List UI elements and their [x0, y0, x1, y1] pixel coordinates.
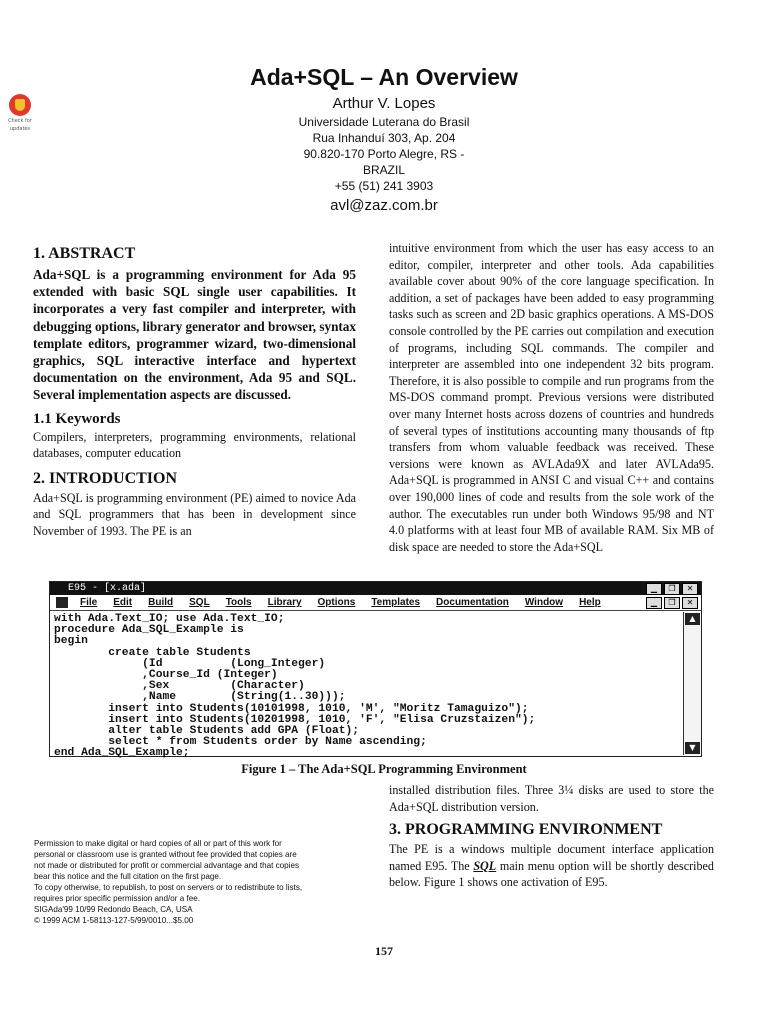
code-editor[interactable] — [50, 612, 682, 760]
menu-file[interactable]: File — [80, 597, 98, 608]
permission-notice — [34, 838, 364, 926]
code-line: insert into Students(10101998, 1010, 'M', "Moritz Tamaguizo"); — [54, 702, 529, 715]
permission-line: bear this notice and the full citation on the first page. — [34, 872, 222, 881]
introduction-text: Ada+SQL is programming environment (PE) aimed to novice Ada and SQL programmers that has been in development since November of 1993. The PE is an — [33, 490, 356, 538]
menu-build[interactable]: Build — [148, 597, 174, 608]
code-line: with Ada.Text_IO; use Ada.Text_IO; — [54, 613, 285, 625]
code-line: end Ada_SQL_Example; — [54, 747, 190, 760]
menu-library[interactable]: Library — [267, 597, 302, 608]
menu-templates[interactable]: Templates — [371, 597, 421, 608]
permission-line: Permission to make digital or hard copies of all or part of this work for — [34, 839, 282, 848]
permission-line: personal or classroom use is granted without fee provided that copies are — [34, 850, 297, 859]
badge-label-2: updates — [9, 126, 31, 132]
keywords-heading: 1.1 Keywords — [33, 410, 121, 427]
scroll-down-arrow-icon[interactable]: ▼ — [685, 742, 700, 754]
code-line: ,Name (String(1..30))); — [54, 691, 346, 704]
abstract-text: Ada+SQL is a programming environment for Ada 95 extended with basic SQL single user capabilities. It incorporates a very fast compiler and interpreter, with debugging options, library generator and browser, syntax template editors, programmer wizard, two-dimensional graphics, SQL interactive interface and hypertext documentation on the environment, Ada 95 and SQL. Several implementation aspects are discussed. — [33, 267, 356, 403]
pe-text-after: main menu option will be shortly described below. Figure 1 shows one activation of E95. — [389, 858, 714, 890]
abstract-heading: 1. ABSTRACT — [33, 245, 136, 262]
menu-edit[interactable]: Edit — [113, 597, 133, 608]
page-number: 157 — [375, 944, 393, 958]
code-line: begin — [54, 635, 88, 648]
permission-line: SIGAda'99 10/99 Redondo Beach, CA, USA — [34, 905, 193, 914]
figure-1-e95-window — [49, 581, 702, 760]
code-line: procedure Ada_SQL_Example is — [54, 624, 244, 637]
programming-environment-text — [389, 841, 714, 891]
system-menu-icon[interactable] — [56, 597, 68, 608]
code-line: ,Sex (Character) — [54, 680, 305, 693]
affiliation-line: 90.820-170 Porto Alegre, RS - — [303, 147, 465, 161]
window-menubar — [50, 595, 701, 611]
window-titlebar[interactable] — [50, 582, 701, 595]
menu-window[interactable]: Window — [524, 597, 564, 608]
affiliation-line: Rua Inhanduí 303, Ap. 204 — [312, 131, 456, 145]
window-title: E95 - [x.ada] — [68, 583, 147, 594]
right-column-text: intuitive environment from which the user has easy access to an editor, compiler, interpreter and other tools. Ada capabilities available cover about 90% of the core language specification. In addition, a set of packages have been added to easy programming tasks such as screen and 2D basic graphics operations. A MS-DOS console controlled by the PE carries out compilation and execution of programs, including SQL commands. The compiler and interpreter are assembled into one independent 32 bits program. Therefore, it is also possible to compile and run programs from the MS-DOS command prompt. Previous versions were distributed over many Internet hosts across dozens of countries and hundreds of several types of institutions accounting many thousands of ftp transfers from whom valuable feedback was received. These versions were known as AVLAda9X and later AVLAda95. Ada+SQL is programmed in ANSI C and visual C++ and contains over 190,000 lines of code and results from the sole work of the author. The executables run under both Windows 95/98 and NT 4.0 platforms with at least four MB of available RAM. Six MB of disk space are needed to store the Ada+SQL — [389, 241, 714, 554]
paper-header — [0, 62, 768, 217]
doc-minimize-icon[interactable]: ▁ — [646, 597, 662, 609]
programming-environment-heading: 3. PROGRAMMING ENVIRONMENT — [389, 821, 663, 839]
right-column — [389, 240, 714, 555]
doc-close-icon[interactable]: ✕ — [682, 597, 698, 609]
scroll-up-arrow-icon[interactable]: ▲ — [685, 613, 700, 625]
code-line: insert into Students(10201998, 1010, 'F', "Elisa Cruzstaizen"); — [54, 713, 536, 726]
right-column-lower — [389, 782, 714, 891]
affiliation-line: Universidade Luterana do Brasil — [298, 115, 470, 129]
permission-line: requires prior specific permission and/or a fee. — [34, 894, 200, 903]
menu-documentation[interactable]: Documentation — [436, 597, 509, 608]
paper-title: Ada+SQL – An Overview — [250, 64, 518, 90]
code-line: ,Course_Id (Integer) — [54, 669, 278, 682]
code-line: select * from Students order by Name ascending; — [54, 736, 427, 749]
menu-tools[interactable]: Tools — [225, 597, 252, 608]
code-line: create table Students — [54, 646, 251, 659]
badge-label-1: Check for — [8, 118, 32, 124]
left-column — [33, 244, 356, 540]
distribution-text: installed distribution files. Three 3¼ disks are used to store the Ada+SQL distribution version. — [389, 783, 714, 814]
author-email: avl@zaz.com.br — [330, 197, 438, 214]
menu-options[interactable]: Options — [317, 597, 356, 608]
close-icon[interactable]: ✕ — [682, 583, 698, 595]
permission-line: not made or distributed for profit or commercial advantage and that copies — [34, 861, 299, 870]
introduction-heading: 2. INTRODUCTION — [33, 469, 178, 487]
doc-restore-icon[interactable]: ❐ — [664, 597, 680, 609]
menu-help[interactable]: Help — [579, 597, 601, 608]
figure-caption: Figure 1 – The Ada+SQL Programming Environment — [241, 762, 527, 776]
keywords-text: Compilers, interpreters, programming environments, relational databases, computer education — [33, 429, 356, 461]
permission-line: © 1999 ACM 1-58113-127-5/99/0010...$5.00 — [34, 916, 194, 925]
code-line: alter table Students add GPA (Float); — [54, 725, 360, 738]
restore-icon[interactable]: ❐ — [664, 583, 680, 595]
author-name: Arthur V. Lopes — [332, 95, 436, 112]
vertical-scrollbar[interactable] — [683, 612, 701, 755]
menu-sql[interactable]: SQL — [189, 597, 210, 608]
pe-text-before: The PE is a windows multiple document interface application named E95. The — [389, 842, 714, 873]
code-line: (Id (Long_Integer) — [54, 657, 326, 670]
permission-line: To copy otherwise, to republish, to post on servers or to redistribute to lists, — [34, 883, 303, 892]
pe-sql-emphasis: SQL — [473, 858, 497, 873]
minimize-icon[interactable]: ▁ — [646, 583, 662, 595]
affiliation-line: BRAZIL — [362, 163, 405, 177]
affiliation-line: +55 (51) 241 3903 — [334, 179, 434, 193]
